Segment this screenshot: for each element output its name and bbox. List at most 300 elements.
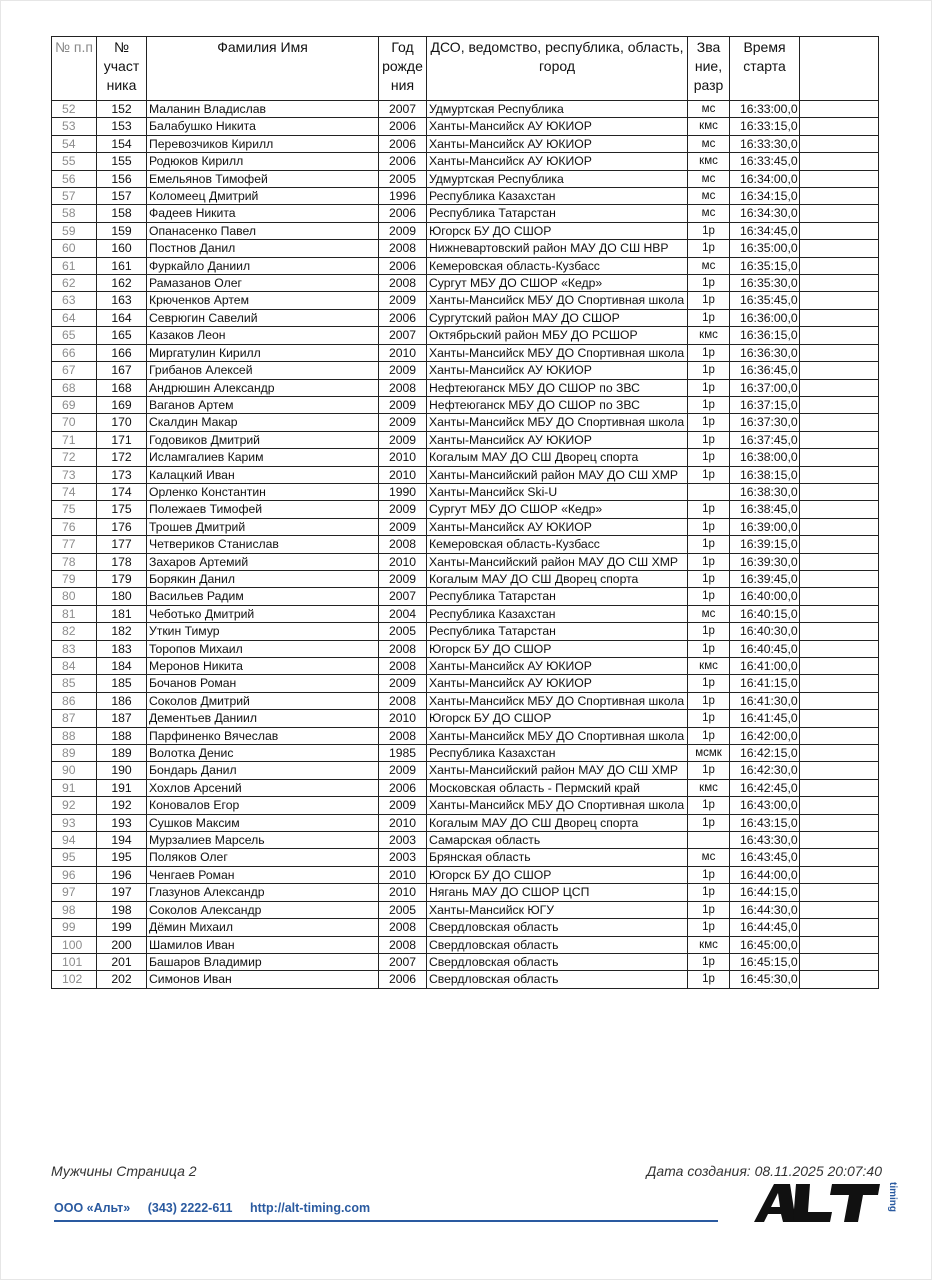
cell-rank: 1р bbox=[688, 953, 730, 970]
cell-time: 16:42:00,0 bbox=[730, 727, 800, 744]
cell-no: 68 bbox=[52, 379, 97, 396]
cell-year: 2006 bbox=[379, 205, 427, 222]
cell-rank: 1р bbox=[688, 623, 730, 640]
cell-no: 64 bbox=[52, 309, 97, 326]
cell-no: 94 bbox=[52, 832, 97, 849]
header-bib: № участ ника bbox=[97, 37, 147, 101]
cell-time: 16:39:00,0 bbox=[730, 518, 800, 535]
cell-org: Ханты-Мансийск МБУ ДО Спортивная школа bbox=[427, 414, 688, 431]
cell-time: 16:37:15,0 bbox=[730, 396, 800, 413]
cell-name: Хохлов Арсений bbox=[147, 779, 379, 796]
cell-rank: 1р bbox=[688, 884, 730, 901]
cell-year: 2006 bbox=[379, 257, 427, 274]
cell-bib: 172 bbox=[97, 449, 147, 466]
cell-extra bbox=[800, 919, 879, 936]
cell-time: 16:41:30,0 bbox=[730, 692, 800, 709]
cell-year: 2006 bbox=[379, 309, 427, 326]
cell-name: Бондарь Данил bbox=[147, 762, 379, 779]
cell-rank: мсмк bbox=[688, 745, 730, 762]
cell-year: 2009 bbox=[379, 501, 427, 518]
cell-org: Ханты-Мансийск АУ ЮКИОР bbox=[427, 118, 688, 135]
cell-time: 16:45:15,0 bbox=[730, 953, 800, 970]
cell-time: 16:40:15,0 bbox=[730, 605, 800, 622]
cell-time: 16:38:30,0 bbox=[730, 483, 800, 500]
cell-time: 16:43:15,0 bbox=[730, 814, 800, 831]
table-row bbox=[52, 953, 879, 970]
cell-name: Фуркайло Даниил bbox=[147, 257, 379, 274]
table-body bbox=[52, 101, 879, 989]
cell-name: Емельянов Тимофей bbox=[147, 170, 379, 187]
cell-extra bbox=[800, 344, 879, 361]
cell-org: Республика Казахстан bbox=[427, 745, 688, 762]
table-row bbox=[52, 919, 879, 936]
cell-year: 2010 bbox=[379, 344, 427, 361]
cell-org: Республика Татарстан bbox=[427, 588, 688, 605]
cell-org: Кемеровская область-Кузбасс bbox=[427, 536, 688, 553]
cell-extra bbox=[800, 222, 879, 239]
cell-org: Свердловская область bbox=[427, 953, 688, 970]
cell-time: 16:40:45,0 bbox=[730, 640, 800, 657]
cell-year: 2010 bbox=[379, 814, 427, 831]
table-row bbox=[52, 727, 879, 744]
cell-time: 16:34:00,0 bbox=[730, 170, 800, 187]
cell-extra bbox=[800, 501, 879, 518]
cell-name: Ченгаев Роман bbox=[147, 866, 379, 883]
cell-rank: 1р bbox=[688, 919, 730, 936]
cell-no: 91 bbox=[52, 779, 97, 796]
table-row bbox=[52, 240, 879, 257]
cell-rank: 1р bbox=[688, 901, 730, 918]
cell-bib: 201 bbox=[97, 953, 147, 970]
company-phone: (343) 2222-611 bbox=[147, 1201, 233, 1215]
cell-year: 2009 bbox=[379, 414, 427, 431]
cell-no: 75 bbox=[52, 501, 97, 518]
cell-no: 52 bbox=[52, 101, 97, 118]
cell-extra bbox=[800, 658, 879, 675]
table-row bbox=[52, 884, 879, 901]
cell-rank: 1р bbox=[688, 797, 730, 814]
cell-rank: мс bbox=[688, 849, 730, 866]
table-row bbox=[52, 588, 879, 605]
cell-bib: 189 bbox=[97, 745, 147, 762]
cell-rank: 1р bbox=[688, 431, 730, 448]
cell-rank: 1р bbox=[688, 362, 730, 379]
cell-rank: 1р bbox=[688, 379, 730, 396]
cell-bib: 202 bbox=[97, 971, 147, 988]
table-row bbox=[52, 901, 879, 918]
cell-rank: мс bbox=[688, 170, 730, 187]
cell-name: Скалдин Макар bbox=[147, 414, 379, 431]
cell-year: 2009 bbox=[379, 797, 427, 814]
cell-org: Югорск БУ ДО СШОР bbox=[427, 222, 688, 239]
cell-bib: 182 bbox=[97, 623, 147, 640]
cell-name: Исламгалиев Карим bbox=[147, 449, 379, 466]
cell-year: 2008 bbox=[379, 640, 427, 657]
cell-no: 100 bbox=[52, 936, 97, 953]
cell-rank: мс bbox=[688, 257, 730, 274]
cell-name: Симонов Иван bbox=[147, 971, 379, 988]
header-name: Фамилия Имя bbox=[147, 37, 379, 101]
cell-no: 63 bbox=[52, 292, 97, 309]
cell-org: Ханты-Мансийский район МАУ ДО СШ ХМР bbox=[427, 762, 688, 779]
table-row bbox=[52, 605, 879, 622]
table-row bbox=[52, 675, 879, 692]
cell-name: Васильев Радим bbox=[147, 588, 379, 605]
cell-name: Парфиненко Вячеслав bbox=[147, 727, 379, 744]
cell-rank: 1р bbox=[688, 292, 730, 309]
cell-time: 16:42:15,0 bbox=[730, 745, 800, 762]
cell-org: Брянская область bbox=[427, 849, 688, 866]
cell-no: 97 bbox=[52, 884, 97, 901]
cell-year: 2007 bbox=[379, 327, 427, 344]
table-row bbox=[52, 466, 879, 483]
cell-org: Свердловская область bbox=[427, 919, 688, 936]
cell-year: 2006 bbox=[379, 971, 427, 988]
cell-name: Уткин Тимур bbox=[147, 623, 379, 640]
table-row bbox=[52, 135, 879, 152]
cell-extra bbox=[800, 275, 879, 292]
cell-year: 2004 bbox=[379, 605, 427, 622]
cell-org: Удмуртская Республика bbox=[427, 101, 688, 118]
cell-bib: 176 bbox=[97, 518, 147, 535]
cell-rank: мс bbox=[688, 101, 730, 118]
cell-extra bbox=[800, 710, 879, 727]
cell-bib: 183 bbox=[97, 640, 147, 657]
cell-rank: 1р bbox=[688, 518, 730, 535]
header-no: № п.п bbox=[52, 37, 97, 101]
cell-time: 16:43:45,0 bbox=[730, 849, 800, 866]
cell-no: 66 bbox=[52, 344, 97, 361]
cell-name: Захаров Артемий bbox=[147, 553, 379, 570]
cell-no: 79 bbox=[52, 570, 97, 587]
cell-bib: 167 bbox=[97, 362, 147, 379]
cell-extra bbox=[800, 570, 879, 587]
cell-org: Ханты-Мансийск МБУ ДО Спортивная школа bbox=[427, 344, 688, 361]
cell-extra bbox=[800, 362, 879, 379]
cell-no: 65 bbox=[52, 327, 97, 344]
cell-year: 2008 bbox=[379, 536, 427, 553]
cell-year: 2008 bbox=[379, 379, 427, 396]
table-row bbox=[52, 396, 879, 413]
cell-year: 2010 bbox=[379, 553, 427, 570]
cell-name: Торопов Михаил bbox=[147, 640, 379, 657]
cell-rank bbox=[688, 832, 730, 849]
cell-rank: 1р bbox=[688, 449, 730, 466]
cell-no: 69 bbox=[52, 396, 97, 413]
cell-time: 16:41:45,0 bbox=[730, 710, 800, 727]
cell-name: Родюков Кирилл bbox=[147, 153, 379, 170]
cell-bib: 178 bbox=[97, 553, 147, 570]
cell-name: Дементьев Даниил bbox=[147, 710, 379, 727]
cell-name: Крюченков Артем bbox=[147, 292, 379, 309]
cell-no: 82 bbox=[52, 623, 97, 640]
cell-extra bbox=[800, 762, 879, 779]
company-info bbox=[54, 1201, 384, 1215]
cell-no: 60 bbox=[52, 240, 97, 257]
cell-extra bbox=[800, 466, 879, 483]
cell-year: 1985 bbox=[379, 745, 427, 762]
cell-extra bbox=[800, 135, 879, 152]
cell-time: 16:34:30,0 bbox=[730, 205, 800, 222]
cell-extra bbox=[800, 518, 879, 535]
cell-rank: 1р bbox=[688, 396, 730, 413]
creation-date: Дата создания: 08.11.2025 20:07:40 bbox=[646, 1163, 882, 1179]
cell-no: 73 bbox=[52, 466, 97, 483]
cell-org: Республика Татарстан bbox=[427, 205, 688, 222]
cell-year: 2009 bbox=[379, 762, 427, 779]
cell-no: 87 bbox=[52, 710, 97, 727]
table-row bbox=[52, 518, 879, 535]
cell-org: Ханты-Мансийск МБУ ДО Спортивная школа bbox=[427, 727, 688, 744]
cell-rank bbox=[688, 483, 730, 500]
cell-extra bbox=[800, 936, 879, 953]
table-row bbox=[52, 762, 879, 779]
table-row bbox=[52, 327, 879, 344]
table-row bbox=[52, 658, 879, 675]
cell-time: 16:42:45,0 bbox=[730, 779, 800, 796]
cell-year: 2003 bbox=[379, 832, 427, 849]
cell-extra bbox=[800, 640, 879, 657]
cell-year: 2008 bbox=[379, 727, 427, 744]
alt-timing-logo bbox=[752, 1178, 898, 1226]
cell-bib: 179 bbox=[97, 570, 147, 587]
cell-bib: 194 bbox=[97, 832, 147, 849]
cell-no: 99 bbox=[52, 919, 97, 936]
table-row bbox=[52, 710, 879, 727]
table-row bbox=[52, 640, 879, 657]
cell-time: 16:41:00,0 bbox=[730, 658, 800, 675]
cell-no: 56 bbox=[52, 170, 97, 187]
header-year: Год рожде ния bbox=[379, 37, 427, 101]
cell-org: Сургут МБУ ДО СШОР «Кедр» bbox=[427, 275, 688, 292]
cell-name: Волотка Денис bbox=[147, 745, 379, 762]
cell-bib: 200 bbox=[97, 936, 147, 953]
table-row bbox=[52, 832, 879, 849]
table-row bbox=[52, 814, 879, 831]
cell-no: 80 bbox=[52, 588, 97, 605]
start-list-table bbox=[51, 36, 879, 989]
cell-time: 16:44:45,0 bbox=[730, 919, 800, 936]
cell-no: 92 bbox=[52, 797, 97, 814]
cell-bib: 161 bbox=[97, 257, 147, 274]
cell-year: 2006 bbox=[379, 779, 427, 796]
cell-bib: 184 bbox=[97, 658, 147, 675]
cell-org: Югорск БУ ДО СШОР bbox=[427, 710, 688, 727]
cell-no: 95 bbox=[52, 849, 97, 866]
cell-bib: 163 bbox=[97, 292, 147, 309]
cell-bib: 152 bbox=[97, 101, 147, 118]
cell-year: 2009 bbox=[379, 292, 427, 309]
cell-org: Республика Казахстан bbox=[427, 605, 688, 622]
cell-no: 61 bbox=[52, 257, 97, 274]
cell-bib: 164 bbox=[97, 309, 147, 326]
cell-no: 78 bbox=[52, 553, 97, 570]
cell-year: 2009 bbox=[379, 431, 427, 448]
cell-no: 101 bbox=[52, 953, 97, 970]
cell-name: Фадеев Никита bbox=[147, 205, 379, 222]
cell-name: Грибанов Алексей bbox=[147, 362, 379, 379]
cell-rank: 1р bbox=[688, 536, 730, 553]
cell-rank: мс bbox=[688, 205, 730, 222]
cell-bib: 156 bbox=[97, 170, 147, 187]
cell-org: Нижневартовский район МАУ ДО СШ НВР bbox=[427, 240, 688, 257]
cell-no: 67 bbox=[52, 362, 97, 379]
cell-rank: 1р bbox=[688, 570, 730, 587]
cell-bib: 171 bbox=[97, 431, 147, 448]
cell-bib: 168 bbox=[97, 379, 147, 396]
cell-time: 16:45:00,0 bbox=[730, 936, 800, 953]
cell-org: Нефтеюганск МБУ ДО СШОР по ЗВС bbox=[427, 379, 688, 396]
cell-time: 16:36:00,0 bbox=[730, 309, 800, 326]
cell-rank: кмс bbox=[688, 153, 730, 170]
table-row bbox=[52, 205, 879, 222]
cell-name: Коновалов Егор bbox=[147, 797, 379, 814]
cell-extra bbox=[800, 483, 879, 500]
cell-org: Ханты-Мансийский район МАУ ДО СШ ХМР bbox=[427, 466, 688, 483]
cell-name: Глазунов Александр bbox=[147, 884, 379, 901]
cell-rank: 1р bbox=[688, 675, 730, 692]
table-row bbox=[52, 118, 879, 135]
cell-year: 2010 bbox=[379, 449, 427, 466]
table-row bbox=[52, 362, 879, 379]
cell-extra bbox=[800, 675, 879, 692]
cell-org: Когалым МАУ ДО СШ Дворец спорта bbox=[427, 814, 688, 831]
cell-year: 2005 bbox=[379, 901, 427, 918]
cell-no: 98 bbox=[52, 901, 97, 918]
cell-name: Поляков Олег bbox=[147, 849, 379, 866]
cell-rank: мс bbox=[688, 135, 730, 152]
cell-extra bbox=[800, 153, 879, 170]
table-row bbox=[52, 309, 879, 326]
cell-org: Ханты-Мансийск МБУ ДО Спортивная школа bbox=[427, 797, 688, 814]
cell-rank: 1р bbox=[688, 762, 730, 779]
cell-time: 16:36:45,0 bbox=[730, 362, 800, 379]
cell-time: 16:45:30,0 bbox=[730, 971, 800, 988]
cell-time: 16:36:15,0 bbox=[730, 327, 800, 344]
cell-year: 2010 bbox=[379, 884, 427, 901]
cell-time: 16:37:45,0 bbox=[730, 431, 800, 448]
cell-bib: 187 bbox=[97, 710, 147, 727]
cell-bib: 188 bbox=[97, 727, 147, 744]
cell-year: 2009 bbox=[379, 570, 427, 587]
cell-time: 16:35:45,0 bbox=[730, 292, 800, 309]
cell-extra bbox=[800, 884, 879, 901]
cell-extra bbox=[800, 727, 879, 744]
cell-no: 54 bbox=[52, 135, 97, 152]
cell-time: 16:34:45,0 bbox=[730, 222, 800, 239]
cell-extra bbox=[800, 431, 879, 448]
cell-no: 59 bbox=[52, 222, 97, 239]
cell-bib: 181 bbox=[97, 605, 147, 622]
cell-extra bbox=[800, 605, 879, 622]
cell-time: 16:38:45,0 bbox=[730, 501, 800, 518]
cell-no: 83 bbox=[52, 640, 97, 657]
table-row bbox=[52, 797, 879, 814]
cell-time: 16:42:30,0 bbox=[730, 762, 800, 779]
cell-name: Андрюшин Александр bbox=[147, 379, 379, 396]
table-row bbox=[52, 692, 879, 709]
table-row bbox=[52, 449, 879, 466]
cell-no: 57 bbox=[52, 188, 97, 205]
cell-bib: 196 bbox=[97, 866, 147, 883]
cell-name: Бочанов Роман bbox=[147, 675, 379, 692]
cell-name: Шамилов Иван bbox=[147, 936, 379, 953]
cell-rank: 1р bbox=[688, 727, 730, 744]
cell-name: Балабушко Никита bbox=[147, 118, 379, 135]
table-row bbox=[52, 849, 879, 866]
table-row bbox=[52, 971, 879, 988]
cell-org: Самарская область bbox=[427, 832, 688, 849]
table-row bbox=[52, 431, 879, 448]
cell-no: 71 bbox=[52, 431, 97, 448]
cell-name: Перевозчиков Кирилл bbox=[147, 135, 379, 152]
cell-name: Ваганов Артем bbox=[147, 396, 379, 413]
cell-org: Ханты-Мансийск ЮГУ bbox=[427, 901, 688, 918]
cell-year: 2009 bbox=[379, 675, 427, 692]
table-row bbox=[52, 501, 879, 518]
cell-rank: 1р bbox=[688, 692, 730, 709]
cell-org: Ханты-Мансийск АУ ЮКИОР bbox=[427, 518, 688, 535]
cell-year: 2008 bbox=[379, 240, 427, 257]
table-row bbox=[52, 623, 879, 640]
table-row bbox=[52, 483, 879, 500]
cell-time: 16:41:15,0 bbox=[730, 675, 800, 692]
cell-time: 16:44:30,0 bbox=[730, 901, 800, 918]
cell-extra bbox=[800, 188, 879, 205]
cell-no: 74 bbox=[52, 483, 97, 500]
cell-extra bbox=[800, 866, 879, 883]
cell-extra bbox=[800, 327, 879, 344]
cell-no: 90 bbox=[52, 762, 97, 779]
cell-extra bbox=[800, 379, 879, 396]
cell-year: 2005 bbox=[379, 623, 427, 640]
cell-bib: 170 bbox=[97, 414, 147, 431]
cell-no: 85 bbox=[52, 675, 97, 692]
cell-rank: кмс bbox=[688, 327, 730, 344]
company-url[interactable]: http://alt-timing.com bbox=[250, 1201, 371, 1215]
cell-rank: 1р bbox=[688, 344, 730, 361]
cell-bib: 175 bbox=[97, 501, 147, 518]
cell-name: Маланин Владислав bbox=[147, 101, 379, 118]
cell-bib: 193 bbox=[97, 814, 147, 831]
cell-rank: 1р bbox=[688, 866, 730, 883]
cell-extra bbox=[800, 692, 879, 709]
cell-org: Югорск БУ ДО СШОР bbox=[427, 866, 688, 883]
cell-rank: кмс bbox=[688, 658, 730, 675]
cell-year: 2008 bbox=[379, 275, 427, 292]
cell-org: Ханты-Мансийск АУ ЮКИОР bbox=[427, 362, 688, 379]
company-name: ООО «Альт» bbox=[54, 1201, 131, 1215]
cell-extra bbox=[800, 832, 879, 849]
cell-org: Сургутский район МАУ ДО СШОР bbox=[427, 309, 688, 326]
cell-rank: 1р bbox=[688, 640, 730, 657]
cell-rank: мс bbox=[688, 188, 730, 205]
cell-org: Ханты-Мансийск МБУ ДО Спортивная школа bbox=[427, 292, 688, 309]
cell-name: Коломеец Дмитрий bbox=[147, 188, 379, 205]
cell-year: 2008 bbox=[379, 936, 427, 953]
cell-year: 2006 bbox=[379, 118, 427, 135]
cell-no: 58 bbox=[52, 205, 97, 222]
cell-name: Мурзалиев Марсель bbox=[147, 832, 379, 849]
cell-org: Когалым МАУ ДО СШ Дворец спорта bbox=[427, 570, 688, 587]
table-row bbox=[52, 553, 879, 570]
cell-bib: 160 bbox=[97, 240, 147, 257]
table-row bbox=[52, 379, 879, 396]
cell-org: Свердловская область bbox=[427, 936, 688, 953]
cell-extra bbox=[800, 536, 879, 553]
cell-org: Республика Казахстан bbox=[427, 188, 688, 205]
cell-extra bbox=[800, 170, 879, 187]
